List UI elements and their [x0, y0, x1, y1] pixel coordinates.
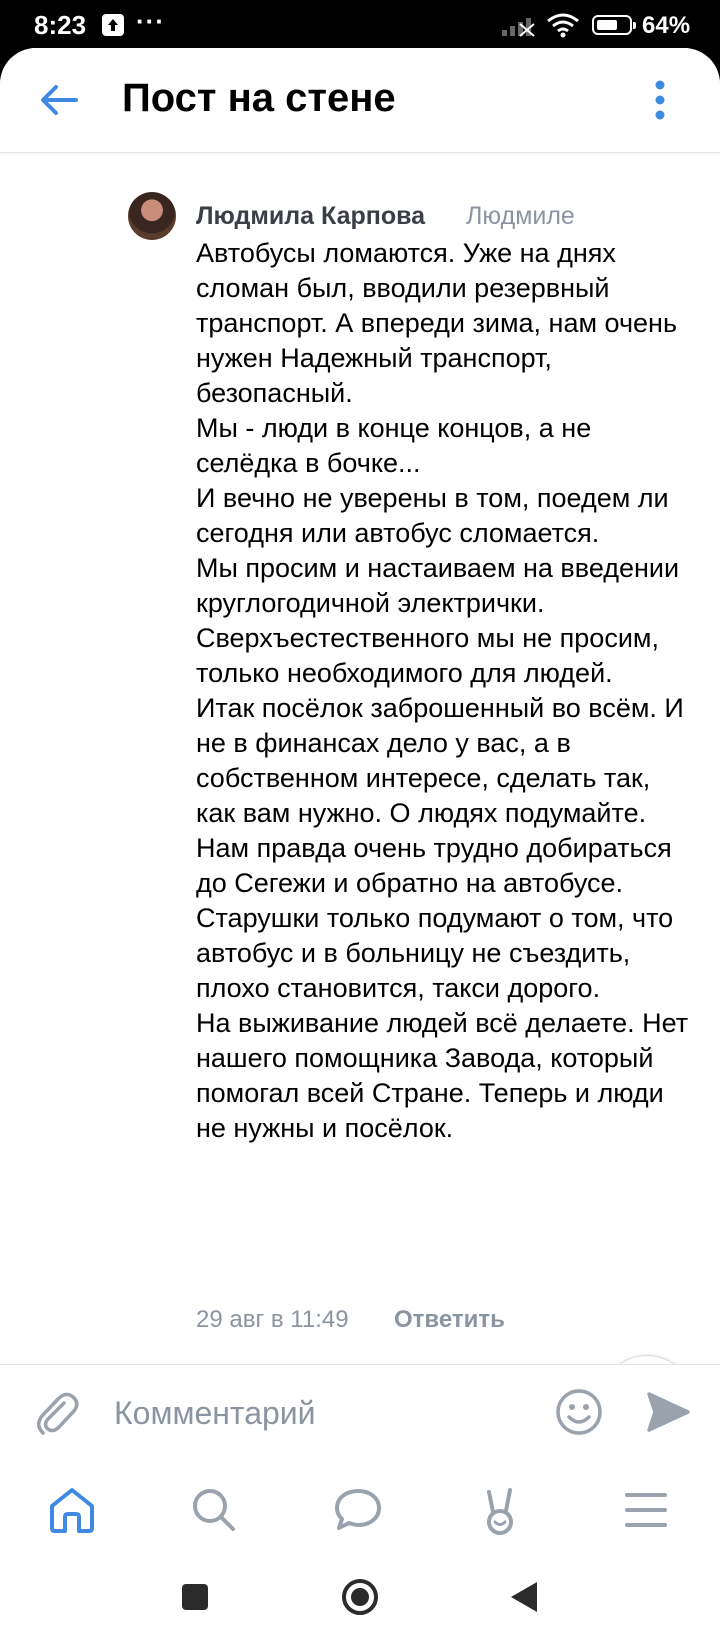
messages-icon [332, 1484, 384, 1536]
back-button[interactable] [36, 76, 84, 124]
battery-percent: 64% [642, 12, 691, 39]
home-icon [46, 1484, 98, 1536]
comment-text: Автобусы ломаются. Уже на днях сломан был, вводили резервный транспорт. А впереди зима, нам очень нужен Надежный транспорт, безопасный. Мы - люди в конце концов, а не селёдка в бочке... И вечно не уверены в том, поедем ли сегодня или автобус сломается. Мы просим и настаиваем на введении круглогодичной электрички. Сверхъестественного мы не просим, только необходимого для людей. Итак посёлок заброшенный во всём. И не в финансах дело у вас, а в собственном интересе, сделать так, как вам нужно. О людях подумайте. Нам правда очень трудно добираться до Сегежи и обратно на автобусе. Старушки только подумают о том, что автобус и в больницу не съездить, плохо становится, такси дорого. На выживание людей всё делаете. Нет нашего помощника Завода, который помогал всей Стране. Теперь и люди не нужны и посёлок. [196, 238, 689, 1143]
battery-icon [592, 15, 632, 35]
home-button-icon[interactable] [342, 1579, 378, 1615]
search-icon [188, 1484, 240, 1536]
attach-icon[interactable] [34, 1389, 80, 1442]
more-notifications-icon: ··· [136, 6, 165, 36]
avatar[interactable] [128, 192, 176, 240]
tab-search[interactable] [188, 1484, 240, 1536]
system-navigation-bar [0, 1558, 720, 1650]
tab-home[interactable] [46, 1484, 98, 1536]
system-back-icon[interactable] [508, 1580, 540, 1619]
arrow-left-icon [36, 76, 84, 124]
status-time: 8:23 [34, 10, 87, 40]
signal-icon [500, 14, 536, 43]
wifi-icon [546, 12, 580, 43]
comment-composer [0, 1364, 720, 1460]
recents-icon[interactable] [182, 1584, 208, 1610]
tab-messages[interactable] [332, 1484, 384, 1536]
top-app-bar [0, 48, 720, 153]
upload-notification-icon [102, 14, 124, 36]
reply-to-name[interactable]: Людмиле [466, 202, 575, 230]
reply-button[interactable]: Ответить [394, 1306, 505, 1333]
send-icon[interactable] [646, 1391, 690, 1438]
more-options-button[interactable] [640, 78, 680, 124]
vertical-dots-icon [640, 78, 680, 124]
menu-icon [620, 1484, 672, 1536]
emoji-icon[interactable] [554, 1387, 604, 1442]
bottom-tab-bar [0, 1458, 720, 1558]
comment-author[interactable]: Людмила Карпова [196, 202, 426, 230]
clips-icon [476, 1484, 528, 1536]
tab-menu[interactable] [620, 1484, 672, 1536]
comment-input[interactable] [112, 1387, 536, 1439]
status-bar [0, 0, 720, 50]
tab-clips[interactable] [476, 1484, 528, 1536]
comment-date: 29 авг в 11:49 [196, 1306, 349, 1333]
app-screen [0, 48, 720, 1650]
page-title: Пост на стене [122, 76, 396, 120]
battery-level [597, 20, 617, 30]
comment [0, 152, 720, 1412]
